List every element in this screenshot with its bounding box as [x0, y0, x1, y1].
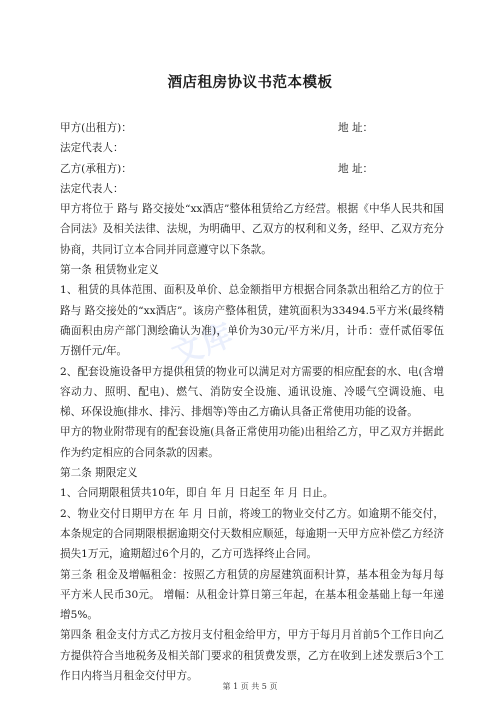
lessor-row [60, 118, 444, 138]
article4-paragraph: 第四条 租金支付方式乙方按月支付租金给甲方，甲方于每月月首前5个工作日向乙方提供符合当地税务及相关部门要求的租赁费发票，乙方在收到上述发票后3个工作日内将当月租金交付甲方。 [60, 629, 444, 683]
lessee-rep-label: 法定代表人： [60, 182, 124, 195]
article1-paragraph-3: 甲方的物业附带现有的配套设施(具备正常使用功能)出租给乙方，甲乙双方并据此作为约定相应的合同条款的因素。 [60, 426, 444, 459]
document-body [60, 118, 444, 686]
watermark: 文库 [167, 317, 240, 374]
article2-heading: 第二条 期限定义 [60, 467, 138, 480]
lessee-label: 乙方(承租方)： [60, 162, 132, 175]
page-footer: 第 1 页 共 5 页 [222, 682, 278, 691]
document-title: 酒店租房协议书范本模板 [167, 74, 333, 91]
article2-paragraph-1: 1、合同期限租赁共10年，即自 年 月 日起至 年 月 日止。 [60, 487, 334, 500]
article1-paragraph-1: 1、租赁的具体范围、面积及单价、总金额指甲方根据合同条款出租给乙方的位于 路与 路交接处的“xx酒店”。该房产整体租赁，建筑面积为33494.5平方米(最终精确面积由房产部门测绘确认为准)，单价为30元/平方米/月，计币：壹仟贰佰零伍万捌仟元/年。 [60, 284, 444, 358]
article1-paragraph-2: 2、配套设施设备甲方提供租赁的物业可以满足对方需要的相应配套的水、电(含增容动力、照明、配电)、燃气、消防安全设施、通讯设施、冷暖气空调设施、电梯、环保设施(排水、排污、排烟等)等由乙方确认具备正常使用功能的设备。 [60, 365, 444, 419]
lessee-row [60, 159, 444, 179]
lessee-address-label: 地 址： [338, 162, 374, 175]
lessor-label: 甲方(出租方)： [60, 122, 132, 134]
lessor-rep-label: 法定代表人： [60, 142, 124, 155]
lessor-address-label: 地 址： [338, 122, 374, 134]
article2-paragraph-2: 2、物业交付日期甲方在 年 月 日前，将竣工的物业交付乙方。如逾期不能交付，本条规定的合同期限根据逾期交付天数相应顺延，每逾期一天甲方应补偿乙方经济损失1万元，逾期超过6个月的，乙方可选择终止合同。 [60, 507, 444, 561]
intro-paragraph: 甲方将位于 路与 路交接处“xx酒店”整体租赁给乙方经营。根据《中华人民共和国合同法》及相关法律、法规，为明确甲、乙双方的权利和义务，经甲、乙双方充分协商，共同订立本合同并同意遵守以下条款。 [60, 203, 444, 256]
article3-paragraph: 第三条 租金及增幅租金：按照乙方租赁的房屋建筑面积计算，基本租金为每月每平方米人民币30元。 增幅：从租金计算日第三年起，在基本租金基础上每一年递增5%。 [60, 568, 444, 622]
article1-heading: 第一条 租赁物业定义 [60, 264, 159, 277]
